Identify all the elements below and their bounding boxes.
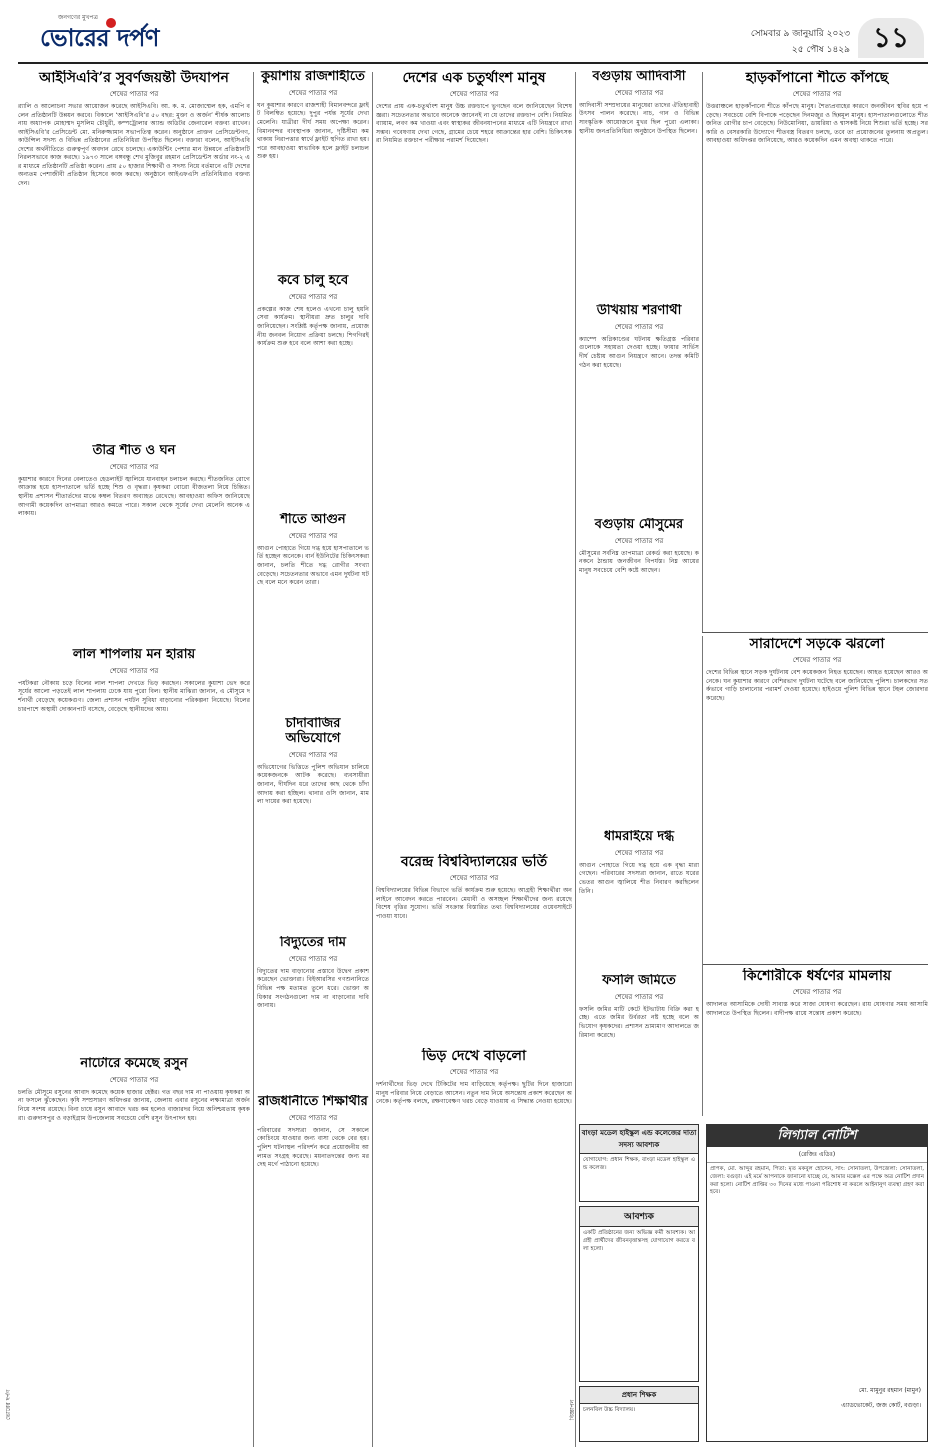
- column-5-mid: [706, 636, 928, 961]
- column-divider: [702, 72, 703, 632]
- masthead: [18, 10, 928, 64]
- page-number: ১১: [858, 18, 924, 58]
- ad-body: চলনবিল উচ্চ বিদ্যালয়।: [583, 1407, 636, 1413]
- article-body: পরিবারের সদস্যরা জানান, সে সকালে কোচিংয়ে যাওয়ার জন্য বাসা থেকে বের হয়। পুলিশ ঘটনাস্থল পরিদর্শন করে প্রয়োজনীয় আলামত সংগ্রহ করেছে। ময়নাতদন্তের জন্য মরদেহ মর্গে পাঠানো হয়েছে।: [257, 1126, 369, 1169]
- column-2: [257, 70, 369, 1448]
- side-label-left: ভোরের দর্পণ: [5, 1389, 12, 1420]
- article-fosli: [579, 974, 699, 1119]
- article-body: ঘন কুয়াশার কারণে রাজশাহী বিমানবন্দরে ফ্লাইট বিলম্বিত হয়েছে। দুপুর পর্যন্ত সূর্যের দেখা মেলেনি। যাত্রীরা দীর্ঘ সময় অপেক্ষা করেন। বিমানবন্দর ব্যবস্থাপক জানান, দৃষ্টিসীমা কম থাকায় নিরাপত্তার স্বার্থে ফ্লাইট স্থগিত রাখা হয়। পরে আবহাওয়া স্বাভাবিক হলে ফ্লাইট চলাচল শুরু হয়।: [257, 101, 369, 161]
- article-body: ক্যাম্পে অগ্নিকাণ্ডের ঘটনায় ক্ষতিগ্রস্ত পরিবারগুলোকে সহায়তা দেওয়া হচ্ছে। ফায়ার সার্ভিস দীর্ঘ চেষ্টায় আগুন নিয়ন্ত্রণে আনে। তদন্ত কমিটি গঠন করা হয়েছে।: [579, 335, 699, 369]
- legal-notice: [706, 1124, 928, 1442]
- article-adibasi: [579, 70, 699, 300]
- article-body: প্রকল্পের কাজ শেষ হলেও এখনো চালু হয়নি সেবা কার্যক্রম। স্থানীয়রা দ্রুত চালুর দাবি জানিয়েছেন। সংশ্লিষ্ট কর্তৃপক্ষ জানায়, প্রয়োজনীয় জনবল নিয়োগ প্রক্রিয়া চলছে। শিগগিরই কার্যক্রম শুরু হবে বলে আশা করা হচ্ছে।: [257, 305, 369, 348]
- continuation-label: শেষের পাতার পর: [792, 988, 842, 997]
- headline: রাজধানীতে শিক্ষার্থীর: [258, 1095, 368, 1109]
- ad-title: বাংড়া মডেল হাইস্কুল এন্ড কলেজের দাতা সদস্য আবশ্যক: [580, 1125, 698, 1154]
- article-ukhiya: [579, 304, 699, 514]
- headline: ভিড় দেখে বাড়লো: [422, 1048, 526, 1064]
- continuation-label: শেষের পাতার পর: [614, 536, 664, 545]
- date-english: সোমবার ৯ জানুয়ারি ২০২৩: [750, 29, 850, 39]
- headline: শীতে আগুন: [280, 513, 346, 527]
- article-bhir: [376, 1048, 572, 1443]
- article-body: দর্শনার্থীদের ভিড় দেখে টিকিটের দাম বাড়িয়েছে কর্তৃপক্ষ। ছুটির দিনে হাজারো মানুষ পরিবার নিয়ে বেড়াতে আসেন। নতুন দাম নিয়ে অসন্তোষ প্রকাশ করেছেন অনেকে। কর্তৃপক্ষ বলছে, রক্ষণাবেক্ষণ খরচ বেড়ে যাওয়ায় এ সিদ্ধান্ত নেওয়া হয়েছে।: [376, 1081, 572, 1106]
- continuation-label: শেষের পাতার পর: [109, 90, 159, 99]
- headline: উখিয়ায় শরণার্থী: [596, 304, 682, 318]
- ad-abosshok: [579, 1206, 699, 1382]
- continuation-label: শেষের পাতার পর: [288, 750, 338, 759]
- article-aiab: [18, 70, 250, 440]
- article-dhamrai: [579, 830, 699, 970]
- article-body: র‍্যালি ও আলোচনা সভার আয়োজন করেছে আইসিএবি। আ. ক. ম. মোজাম্মেল হক, এমপি বলেন প্রতিষ্ঠানটি উন্নয়ন করবে। বিকালে ‘আইসিএবি’র ৫০ বছর: মুক্তা ও অর্জন’ শীর্ষক আলোচনায় অধ্যাপক মোহাম্মদ মুসলিম চৌধুরী, কম্পট্রোলার অ্যান্ড অডিটর জেনারেল বক্তব্য রাখেন। আইসিএবি’র প্রেসিডেন্ট মো. মনিরুজ্জামান সভাপতিত্ব করেন। অনুষ্ঠানে প্রাক্তন প্রেসিডেন্টগণ, কাউন্সিল সদস্য ও বিভিন্ন প্রতিষ্ঠানের প্রতিনিধিরা উপস্থিত ছিলেন। বক্তারা বলেন, আইসিএবি দেশের অর্থনীতিতে গুরুত্বপূর্ণ অবদান রেখে চলেছে। একাউন্টিং পেশার মান উন্নয়নে প্রতিষ্ঠানটি নিরলসভাবে কাজ করছে। ১৯৭৩ সালে বঙ্গবন্ধু শেখ মুজিবুর রহমান প্রেসিডেন্টস অর্ডার নং-২ এর মাধ্যমে প্রতিষ্ঠানটি প্রতিষ্ঠা করেন। প্রায় ৫০ হাজার শিক্ষার্থী ও সদস্য নিয়ে বর্তমানে এটি দেশের অন্যতম পেশাজীবী প্রতিষ্ঠান হিসেবে কাজ করছে। অনুষ্ঠানে আইএফএসি প্রতিনিধিরাও বক্তব্য দেন।: [18, 103, 250, 188]
- continuation-label: শেষের পাতার পর: [449, 874, 499, 883]
- headline: আইসিএবি’র সুবর্ণজয়ন্তী উদযাপন: [39, 70, 229, 86]
- ad-school: [579, 1386, 699, 1442]
- continuation-label: শেষের পাতার পর: [288, 292, 338, 301]
- article-body: দেশের বিভিন্ন স্থানে সড়ক দুর্ঘটনায় বেশ কয়েকজন নিহত হয়েছেন। আহত হয়েছেন আরও অনেকে। ঘন কুয়াশার কারণে বেশিরভাগ দুর্ঘটনা ঘটেছে বলে জানিয়েছে পুলিশ। চালকদের সতর্কভাবে গাড়ি চালানোর পরামর্শ দেওয়া হয়েছে। হাইওয়ে পুলিশ বিভিন্ন স্থানে টহল জোরদার করেছে।: [706, 669, 928, 702]
- column-divider: [372, 72, 373, 1447]
- article-chandabaji: [257, 717, 369, 932]
- legal-notice-title: লিগ্যাল নোটিশ: [707, 1125, 927, 1147]
- column-divider: [575, 72, 576, 1447]
- article-rajdhani: [257, 1095, 369, 1435]
- headline: চাঁদাবাজির অভিযোগে: [285, 717, 341, 746]
- article-natore: [18, 1057, 250, 1437]
- side-label-right: বিজ্ঞাপন: [569, 1399, 576, 1420]
- column-4: [579, 70, 699, 830]
- article-kuasha: [257, 70, 369, 270]
- continuation-label: শেষের পাতার পর: [792, 656, 842, 665]
- headline: ফসলি জমিতে: [602, 974, 676, 988]
- headline: নাটোরে কমেছে রসুন: [80, 1057, 188, 1071]
- date-bangla: ২৫ পৌষ ১৪২৯: [791, 45, 850, 55]
- article-body: চলতি মৌসুমে রসুনের আবাদ কমেছে কয়েক হাজার হেক্টর। গত বছর দাম না পাওয়ায় কৃষকরা অন্য ফসলে ঝুঁকেছেন। কৃষি সম্প্রসারণ অধিদপ্তর জানায়, জেলায় এবার রসুনের লক্ষ্যমাত্রা অর্জন নিয়ে সংশয় রয়েছে। বিনা চাষে রসুন আবাদে খরচ কম হলেও বাজারদর নিয়ে অনিশ্চয়তায় কৃষকরা। গুরুদাসপুর ও বড়াইগ্রাম উপজেলায় সবচেয়ে বেশি রসুন উৎপাদন হয়।: [18, 1088, 250, 1122]
- article-biddut: [257, 936, 369, 1091]
- headline: বিদ্যুতের দাম: [279, 936, 347, 950]
- headline: লাল শাপলায় মন হারায়: [72, 648, 196, 662]
- headline: সারাদেশে সড়কে ঝরলো: [749, 636, 885, 652]
- headline: কবে চালু হবে: [277, 274, 349, 288]
- headline: তীব্র শীত ও ঘন: [92, 444, 176, 458]
- continuation-label: শেষের পাতার পর: [614, 848, 664, 857]
- article-sheete: [257, 513, 369, 713]
- ad-title: প্রধান শিক্ষক: [580, 1387, 698, 1404]
- continuation-label: শেষের পাতার পর: [792, 90, 842, 99]
- headline: বগুড়ায় মৌসুমের: [594, 518, 684, 532]
- article-sarakdeshe: [706, 636, 928, 956]
- article-body: কুয়াশার কারণে দিনের বেলাতেও হেডলাইট জ্বালিয়ে যানবাহন চলাচল করছে। শীতজনিত রোগে আক্রান্ত হয়ে হাসপাতালে ভর্তি হচ্ছে শিশু ও বৃদ্ধরা। কৃষকরা বোরো বীজতলা নিয়ে চিন্তিত। স্থানীয় প্রশাসন শীতার্তদের মাঝে কম্বল বিতরণ অব্যাহত রেখেছে। আবহাওয়া অফিস জানিয়েছে আগামী কয়েকদিন তাপমাত্রা আরও কমতে পারে। সকাল থেকে সূর্যের দেখা মেলেনি অনেক এলাকায়।: [18, 475, 250, 518]
- column-5: [706, 70, 928, 630]
- article-body: বিদ্যুতের দাম বাড়ানোর প্রস্তাবে উদ্বেগ প্রকাশ করেছেন ভোক্তারা। বিইআরসির গণশুনানিতে বিভিন্ন পক্ষ মতামত তুলে ধরে। ভোক্তা অধিকার সংগঠনগুলো দাম না বাড়ানোর দাবি জানায়।: [257, 967, 369, 1010]
- legal-notice-signature: মো. মামুনুর রহমান (মামুন): [858, 1387, 921, 1394]
- column-divider: [253, 72, 254, 1447]
- column-divider: [702, 636, 703, 1116]
- section-divider: [702, 964, 928, 965]
- article-body: উত্তরাঞ্চলে হাড়কাঁপানো শীতে কাঁপছে মানুষ। শৈত্যপ্রবাহের কারণে জনজীবন স্থবির হয়ে পড়েছে। সবচেয়ে বেশি বিপাকে পড়েছেন দিনমজুর ও ছিন্নমূল মানুষ। হাসপাতালগুলোতে শীতজনিত রোগীর চাপ বেড়েছে। নিউমোনিয়া, ডায়রিয়া ও শ্বাসকষ্ট নিয়ে শিশুরা ভর্তি হচ্ছে। সরকারি ও বেসরকারি উদ্যোগে শীতবস্ত্র বিতরণ চলছে, তবে তা প্রয়োজনের তুলনায় অপ্রতুল। আবহাওয়া অধিদপ্তর জানিয়েছে, আরও কয়েকদিন এমন অবস্থা থাকতে পারে।: [706, 103, 928, 145]
- article-body: আদিবাসী সম্প্রদায়ের মানুষেরা তাদের ঐতিহ্যবাহী উৎসব পালন করেছে। নাচ, গান ও বিভিন্ন সাংস্কৃতিক আয়োজনে মুখর ছিল পুরো এলাকা। স্থানীয় জনপ্রতিনিধিরা অনুষ্ঠানে উপস্থিত ছিলেন।: [579, 101, 699, 135]
- column-3: [376, 70, 572, 1448]
- legal-notice-signature-role: এ্যাডভোকেট, জজ কোর্ট, বগুড়া।: [841, 1402, 921, 1409]
- continuation-label: শেষের পাতার পর: [449, 1068, 499, 1077]
- article-body: ফসলি জমির মাটি কেটে ইটভাটায় বিক্রি করা হচ্ছে। এতে জমির উর্বরতা নষ্ট হচ্ছে বলে অভিযোগ কৃষকদের। প্রশাসন ভ্রাম্যমাণ আদালতে জরিমানা করেছে।: [579, 1005, 699, 1039]
- article-body: মৌসুমের সর্বনিম্ন তাপমাত্রা রেকর্ড করা হয়েছে। কনকনে ঠান্ডায় জনজীবন বিপর্যস্ত। নিম্ন আয়ের মানুষ সবচেয়ে বেশি কষ্টে আছেন।: [579, 549, 699, 575]
- continuation-label: শেষের পাতার পর: [109, 666, 159, 675]
- headline: দেশের এক চতুর্থাংশ মানুষ: [402, 70, 546, 86]
- headline: বগুড়ায় আদিবাসী: [592, 70, 686, 84]
- article-teebro: [18, 444, 250, 644]
- legal-notice-body: প্রাপক, মো. আব্দুর রহমান, পিতা: মৃত মকবুল হোসেন, সাং: সোনাতলা, উপজেলা: সোনাতলা, জেলা: বগুড়া। এই মর্মে আপনাকে জানানো যাচ্ছে যে, আমার মক্কেল এর পক্ষে অত্র নোটিশ প্রদান করা হলো। নোটিশ প্রাপ্তির ৩০ দিনের মধ্যে পাওনা পরিশোধ না করলে আইনানুগ ব্যবস্থা গ্রহণ করা হবে।: [710, 1166, 924, 1196]
- ad-body: যোগাযোগ: প্রধান শিক্ষক, বাংড়া মডেল হাইস্কুল এন্ড কলেজ।: [583, 1157, 695, 1171]
- ad-college: [579, 1124, 699, 1202]
- column-4-lower: [579, 830, 699, 1120]
- headline: ধামরাইয়ে দগ্ধ: [603, 830, 675, 844]
- article-body: আদালত আসামিকে দোষী সাব্যস্ত করে সাজা ঘোষণা করেছেন। রায় ঘোষণার সময় আসামি আদালতে উপস্থিত ছিলেন। বাদীপক্ষ রায়ে সন্তোষ প্রকাশ করেছে।: [706, 1001, 928, 1017]
- legal-notice-subtitle: (রেজিঃ এডিঃ): [707, 1147, 927, 1163]
- continuation-label: শেষের পাতার পর: [288, 954, 338, 963]
- headline: কিশোরীকে ধর্ষণের মামলায়: [742, 968, 892, 984]
- article-barendra: [376, 854, 572, 1044]
- continuation-label: শেষের পাতার পর: [288, 1113, 338, 1122]
- headline: বরেন্দ্র বিশ্ববিদ্যালয়ের ভর্তি: [400, 854, 548, 870]
- article-body: পর্যটকরা নৌকায় চড়ে বিলের লাল শাপলা দেখতে ভিড় করছেন। সকালের কুয়াশা ভেদ করে সূর্যের আলো পড়তেই লাল শাপলায় ঢেকে যায় পুরো বিল। স্থানীয় মাঝিরা জানান, এ মৌসুমে দর্শনার্থী বেড়েছে কয়েকগুণ। জেলা প্রশাসন পর্যটন সুবিধা বাড়ানোর পরিকল্পনা নিয়েছে। বিলের চারপাশে অস্থায়ী দোকানপাট বসেছে, বেড়েছে স্থানীয়দের আয়।: [18, 679, 250, 713]
- continuation-label: শেষের পাতার পর: [614, 88, 664, 97]
- column-1: [18, 70, 250, 1448]
- headline: কুয়াশায় রাজশাহীতে: [261, 70, 365, 84]
- article-mousumer: [579, 518, 699, 828]
- ad-body: একটি প্রতিষ্ঠানের জন্য অভিজ্ঞ কর্মী আবশ্যক। আগ্রহী প্রার্থীদের জীবনবৃত্তান্তসহ যোগাযোগ করতে বলা হলো।: [583, 1230, 695, 1252]
- newspaper-logo: ভোরের দর্পণ: [40, 23, 159, 52]
- article-kishori: [706, 968, 928, 1114]
- article-kobe: [257, 274, 369, 509]
- article-body: আগুন পোহাতে গিয়ে দগ্ধ হয়ে হাসপাতালে ভর্তি হচ্ছেন অনেকে। বার্ন ইউনিটের চিকিৎসকরা জানান, চলতি শীতে দগ্ধ রোগীর সংখ্যা বেড়েছে। সচেতনতার অভাবে এমন দুর্ঘটনা ঘটছে বলে মনে করেন তারা।: [257, 544, 369, 587]
- section-divider: [702, 632, 928, 633]
- masthead-tagline: জনগণের মুখপত্র: [58, 14, 98, 21]
- column-5-lower: [706, 968, 928, 1118]
- article-harkapano: [706, 70, 928, 626]
- continuation-label: শেষের পাতার পর: [614, 322, 664, 331]
- continuation-label: শেষের পাতার পর: [449, 90, 499, 99]
- article-chaturthangsha: [376, 70, 572, 850]
- headline: হাড়কাঁপানো শীতে কাঁপছে: [745, 70, 889, 86]
- continuation-label: শেষের পাতার পর: [614, 992, 664, 1001]
- continuation-label: শেষের পাতার পর: [288, 531, 338, 540]
- continuation-label: শেষের পাতার পর: [109, 462, 159, 471]
- article-body: আগুন পোহাতে গিয়ে দগ্ধ হয়ে এক বৃদ্ধা মারা গেছেন। পরিবারের সদস্যরা জানান, রাতে ঘরের ভেতর আগুন জ্বালিয়ে শীত নিবারণ করছিলেন তিনি।: [579, 861, 699, 895]
- ad-title: আবশ্যক: [580, 1207, 698, 1227]
- continuation-label: শেষের পাতার পর: [288, 88, 338, 97]
- continuation-label: শেষের পাতার পর: [109, 1075, 159, 1084]
- article-body: বিশ্ববিদ্যালয়ের বিভিন্ন বিভাগে ভর্তি কার্যক্রম শুরু হয়েছে। আগ্রহী শিক্ষার্থীরা অনলাইনে আবেদন করতে পারবেন। মেধাবী ও অসচ্ছল শিক্ষার্থীদের জন্য রয়েছে বিশেষ বৃত্তির সুযোগ। ভর্তি সংক্রান্ত বিস্তারিত তথ্য বিশ্ববিদ্যালয়ের ওয়েবসাইটে পাওয়া যাবে।: [376, 887, 572, 920]
- article-body: অভিযোগের ভিত্তিতে পুলিশ অভিযান চালিয়ে কয়েকজনকে আটক করেছে। ব্যবসায়ীরা জানান, দীর্ঘদিন ধরে তাদের কাছ থেকে চাঁদা আদায় করা হচ্ছিল। থানার ওসি জানান, মামলা দায়ের করা হয়েছে।: [257, 763, 369, 806]
- article-lal: [18, 648, 250, 1053]
- article-body: দেশের প্রায় এক-চতুর্থাংশ মানুষ উচ্চ রক্তচাপে ভুগছেন বলে জানিয়েছেন বিশেষজ্ঞরা। সচেতনতার অভাবে অনেকে জানেনই না যে তাদের রক্তচাপ বেশি। নিয়মিত ব্যায়াম, লবণ কম খাওয়া এবং স্বাস্থ্যকর জীবনযাপনের মাধ্যমে এটি নিয়ন্ত্রণে রাখা সম্ভব। গবেষণায় দেখা গেছে, গ্রামের চেয়ে শহরে আক্রান্তের হার বেশি। চিকিৎসকরা নিয়মিত রক্তচাপ পরীক্ষার পরামর্শ দিয়েছেন।: [376, 103, 572, 145]
